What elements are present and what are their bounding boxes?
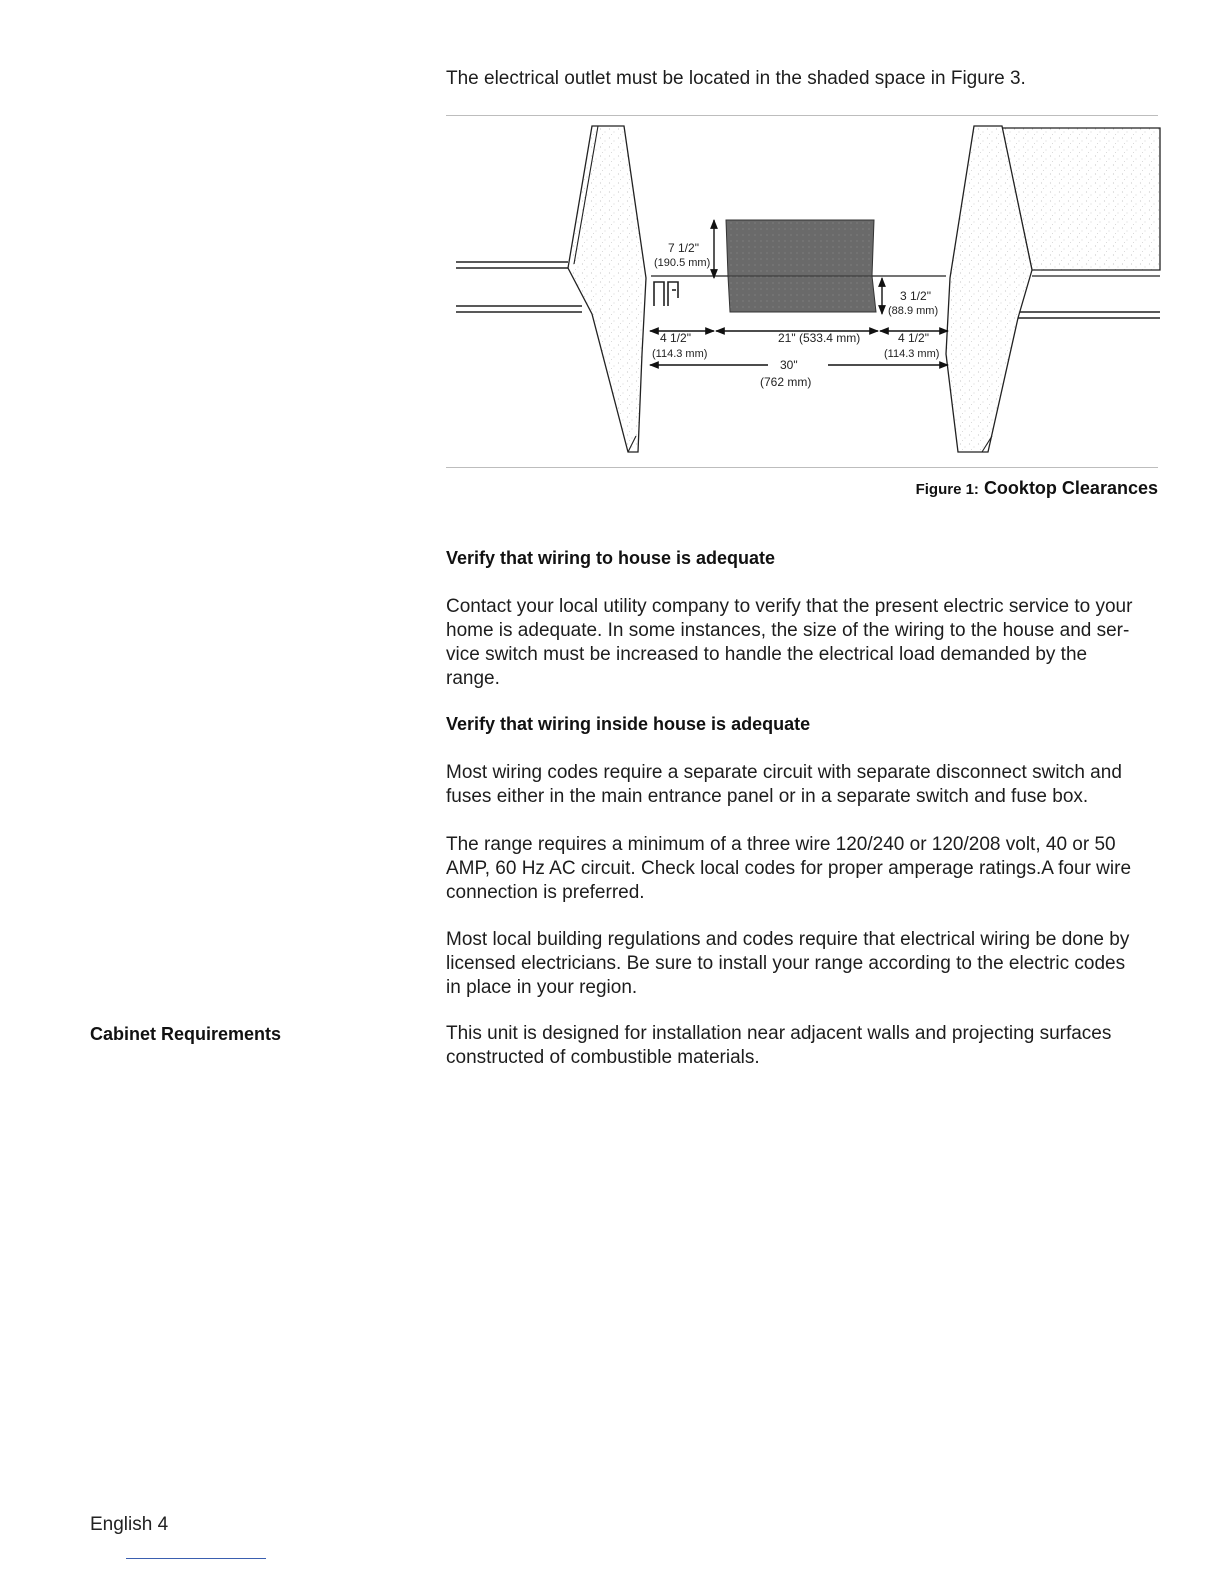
- dim-center-width: 21" (533.4 mm): [778, 331, 861, 345]
- text-line: home is adequate. In some instances, the size of the wiring to the house and ser-: [446, 620, 1130, 641]
- left-counter-lines: [456, 262, 582, 312]
- dim-right-width: 4 1/2": [898, 331, 929, 345]
- dim-top-height: 7 1/2": [668, 241, 699, 255]
- dim-side-height: 3 1/2": [900, 289, 931, 303]
- figure-top-rule: [446, 115, 1158, 116]
- text-line: This unit is designed for installation near adjacent walls and projecting surfaces: [446, 1023, 1112, 1044]
- figure-caption-number: Figure 1:: [915, 481, 979, 498]
- figure-bottom-rule: [446, 467, 1158, 468]
- outlet-shaded-area-lower: [728, 276, 876, 312]
- text-line: Most wiring codes require a separate circuit with separate disconnect switch and: [446, 762, 1122, 783]
- heading-cabinet-requirements: Cabinet Requirements: [90, 1024, 282, 1044]
- dim-total-width: 30": [780, 358, 798, 372]
- paragraph-cabinet-requirements: [446, 1022, 1162, 1070]
- text-line: vice switch must be increased to handle the electrical load demanded by the: [446, 644, 1088, 665]
- text-line: Contact your local utility company to verify that the present electric service to your: [446, 596, 1133, 617]
- text-line: AMP, 60 Hz AC circuit. Check local codes for proper amperage ratings.A four wire: [446, 858, 1132, 879]
- heading-wiring-inside-house: Verify that wiring inside house is adequate: [446, 714, 811, 734]
- text-line: range.: [446, 668, 500, 689]
- text-line: The range requires a minimum of a three wire 120/240 or 120/208 volt, 40 or 50: [446, 834, 1116, 855]
- outlet-icon: [654, 282, 678, 306]
- dim-left-width-mm: (114.3 mm): [652, 348, 708, 360]
- page-number-footer: English 4: [90, 1514, 169, 1535]
- text-line: connection is preferred.: [446, 882, 645, 903]
- cooktop-clearance-diagram: [446, 118, 1162, 468]
- paragraph-licensed-electricians: [446, 928, 1162, 1000]
- dim-left-width: 4 1/2": [660, 331, 691, 345]
- right-counter-lines: [1016, 312, 1160, 318]
- text-line: fuses either in the main entrance panel or in a separate switch and fuse box.: [446, 786, 1089, 807]
- figure-caption: [700, 478, 1158, 499]
- figure-caption-title: Cooktop Clearances: [983, 478, 1158, 498]
- paragraph-circuit-requirements: [446, 833, 1162, 905]
- paragraph-wiring-to-house: [446, 595, 1162, 691]
- left-cabinet-side: [568, 126, 646, 452]
- dim-right-width-mm: (114.3 mm): [884, 348, 940, 360]
- dim-total-width-mm: (762 mm): [760, 375, 812, 389]
- intro-text: The electrical outlet must be located in the shaded space in Figure 3.: [446, 68, 1026, 89]
- paragraph-separate-circuit: [446, 761, 1162, 809]
- text-line: in place in your region.: [446, 977, 638, 998]
- dim-top-height-mm: (190.5 mm): [654, 257, 711, 269]
- footer-underline: [126, 1558, 266, 1559]
- text-line: licensed electricians. Be sure to install your range according to the electric codes: [446, 953, 1126, 974]
- text-line: Most local building regulations and codes require that electrical wiring be done by: [446, 929, 1130, 950]
- outlet-shaded-area-upper: [726, 220, 874, 276]
- dim-side-height-mm: (88.9 mm): [888, 305, 939, 317]
- text-line: constructed of combustible materials.: [446, 1047, 760, 1068]
- heading-wiring-to-house: Verify that wiring to house is adequate: [446, 548, 776, 568]
